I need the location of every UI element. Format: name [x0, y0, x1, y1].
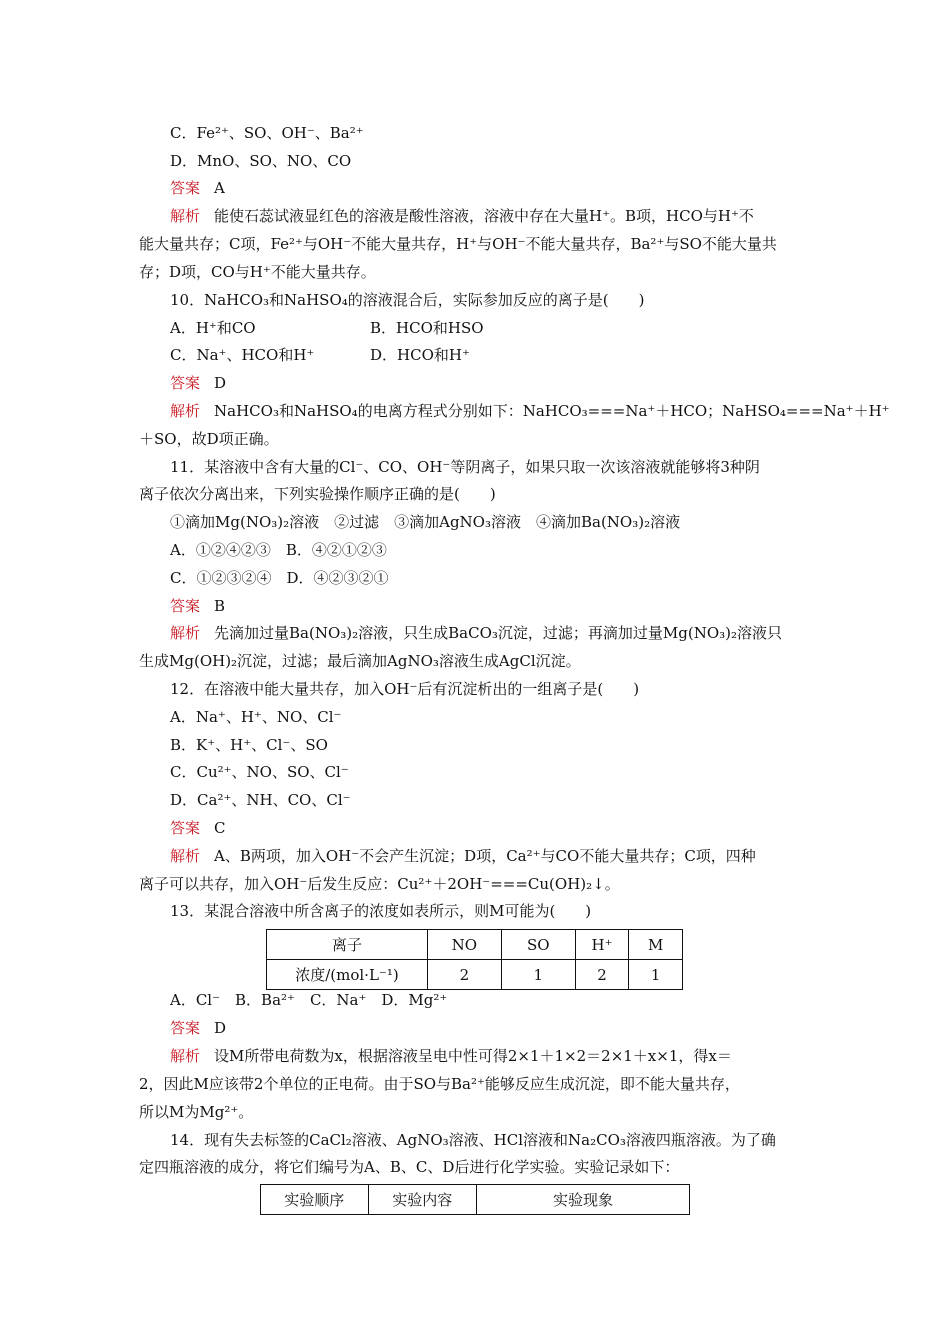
q11-options-cd [170, 568, 389, 588]
analysis-label: 解析 [170, 1047, 201, 1065]
q11-option-d: D．④②③②① [286, 569, 389, 587]
table-cell: 1 [629, 960, 683, 990]
q11-option-a: A．①②④②③ [170, 541, 271, 559]
q9-option-d: D．MnO、SO、NO、CO [170, 152, 352, 170]
q12-stem: 12．在溶液中能大量共存，加入OH⁻后有沉淀析出的一组离子是( ) [170, 680, 640, 698]
q12-option-b: B．K⁺、H⁺、Cl⁻、SO [170, 736, 328, 754]
q11-analysis-line-1 [170, 623, 782, 643]
q11-analysis-line-2: 生成Mg(OH)₂沉淀，过滤；最后滴加AgNO₃溶液生成AgCl沉淀。 [139, 652, 581, 670]
table-cell: H⁺ [575, 930, 629, 960]
table-header: 实验顺序 [261, 1185, 369, 1215]
q14-stem-line-1: 14．现有失去标签的CaCl₂溶液、AgNO₃溶液、HCl溶液和Na₂CO₃溶液四瓶溶液。为了确 [170, 1131, 776, 1149]
answer-label: 答案 [170, 374, 201, 392]
answer-value: A [214, 179, 225, 197]
q10-stem: 10．NaHCO₃和NaHSO₄的溶液混合后，实际参加反应的离子是( ) [170, 291, 645, 309]
answer-label: 答案 [170, 179, 201, 197]
table-cell: 2 [575, 960, 629, 990]
table-header: 实验现象 [477, 1185, 690, 1215]
q10-answer [170, 373, 226, 393]
analysis-text: 能使石蕊试液显红色的溶液是酸性溶液，溶液中存在大量H⁺。B项，HCO与H⁺不 [214, 207, 754, 225]
analysis-label: 解析 [170, 402, 201, 420]
table-row [267, 930, 683, 960]
q11-option-c: C．①②③②④ [170, 569, 272, 587]
q11-stem-line-2: 离子依次分离出来，下列实验操作顺序正确的是( ) [139, 485, 496, 503]
q9-analysis-line-2: 能大量共存；C项，Fe²⁺与OH⁻不能大量共存，H⁺与OH⁻不能大量共存，Ba²⁺与SO不能大量共 [139, 235, 777, 253]
answer-value: B [214, 597, 226, 615]
q12-analysis-line-1 [170, 846, 756, 866]
table-cell: 2 [427, 960, 501, 990]
analysis-text: 先滴加过量Ba(NO₃)₂溶液，只生成BaCO₃沉淀，过滤；再滴加过量Mg(NO₃)₂溶液只 [214, 624, 783, 642]
q10-option-d: D．HCO和H⁺ [370, 346, 470, 364]
q12-analysis-line-2: 离子可以共存，加入OH⁻后发生反应：Cu²⁺＋2OH⁻===Cu(OH)₂↓。 [139, 875, 620, 893]
table-cell: 离子 [267, 930, 428, 960]
q13-options: A．Cl⁻ B．Ba²⁺ C．Na⁺ D．Mg²⁺ [170, 991, 448, 1009]
table-row [261, 1185, 690, 1215]
q10-option-a: A．H⁺和CO [170, 319, 256, 337]
analysis-label: 解析 [170, 624, 201, 642]
table-header: 实验内容 [368, 1185, 477, 1215]
table-cell: 浓度/(mol·L⁻¹) [267, 960, 428, 990]
q13-analysis-line-1 [170, 1046, 732, 1066]
q9-option-c: C．Fe²⁺、SO、OH⁻、Ba²⁺ [170, 124, 364, 142]
table-cell: 1 [501, 960, 575, 990]
q13-ion-table [266, 929, 683, 990]
q12-option-a: A．Na⁺、H⁺、NO、Cl⁻ [170, 708, 342, 726]
q12-option-d: D．Ca²⁺、NH、CO、Cl⁻ [170, 791, 351, 809]
q13-analysis-line-3: 所以M为Mg²⁺。 [139, 1103, 254, 1121]
answer-value: C [214, 819, 226, 837]
q9-analysis-line-1 [170, 206, 754, 226]
q11-option-b: B．④②①②③ [285, 541, 387, 559]
q13-analysis-line-2: 2，因此M应该带2个单位的正电荷。由于SO与Ba²⁺能够反应生成沉淀，即不能大量共存， [139, 1075, 740, 1093]
q11-operations: ①滴加Mg(NO₃)₂溶液 ②过滤 ③滴加AgNO₃溶液 ④滴加Ba(NO₃)₂溶液 [170, 513, 681, 531]
analysis-text: NaHCO₃和NaHSO₄的电离方程式分别如下：NaHCO₃===Na⁺＋HCO；NaHSO₄===Na⁺＋H⁺ [214, 402, 890, 420]
answer-label: 答案 [170, 819, 201, 837]
q14-experiment-table [260, 1184, 690, 1215]
answer-label: 答案 [170, 597, 201, 615]
table-cell: NO [427, 930, 501, 960]
answer-value: D [214, 1019, 227, 1037]
table-cell: SO [501, 930, 575, 960]
q13-stem: 13．某混合溶液中所含离子的浓度如表所示，则M可能为( ) [170, 902, 592, 920]
analysis-label: 解析 [170, 847, 201, 865]
q12-option-c: C．Cu²⁺、NO、SO、Cl⁻ [170, 763, 349, 781]
q12-answer [170, 818, 226, 838]
analysis-text: A、B两项，加入OH⁻不会产生沉淀；D项，Ca²⁺与CO不能大量共存；C项，四种 [214, 847, 756, 865]
answer-value: D [214, 374, 227, 392]
q10-analysis-line-2: ＋SO，故D项正确。 [139, 430, 279, 448]
q11-options-ab [170, 540, 387, 560]
q9-answer [170, 178, 225, 198]
analysis-text: 设M所带电荷数为x，根据溶液呈电中性可得2×1＋1×2＝2×1＋x×1，得x＝ [214, 1047, 732, 1065]
q14-stem-line-2: 定四瓶溶液的成分，将它们编号为A、B、C、D后进行化学实验。实验记录如下： [139, 1158, 680, 1176]
table-cell: M [629, 930, 683, 960]
analysis-label: 解析 [170, 207, 201, 225]
answer-label: 答案 [170, 1019, 201, 1037]
q11-answer [170, 596, 225, 616]
table-row [267, 960, 683, 990]
q13-answer [170, 1018, 226, 1038]
q9-analysis-line-3: 存；D项，CO与H⁺不能大量共存。 [139, 263, 376, 281]
q10-option-b: B．HCO和HSO [370, 319, 484, 337]
q10-analysis-line-1 [170, 401, 890, 421]
q10-option-c: C．Na⁺、HCO和H⁺ [170, 346, 315, 364]
q11-stem-line-1: 11．某溶液中含有大量的Cl⁻、CO、OH⁻等阴离子，如果只取一次该溶液就能够将3种阴 [170, 458, 760, 476]
